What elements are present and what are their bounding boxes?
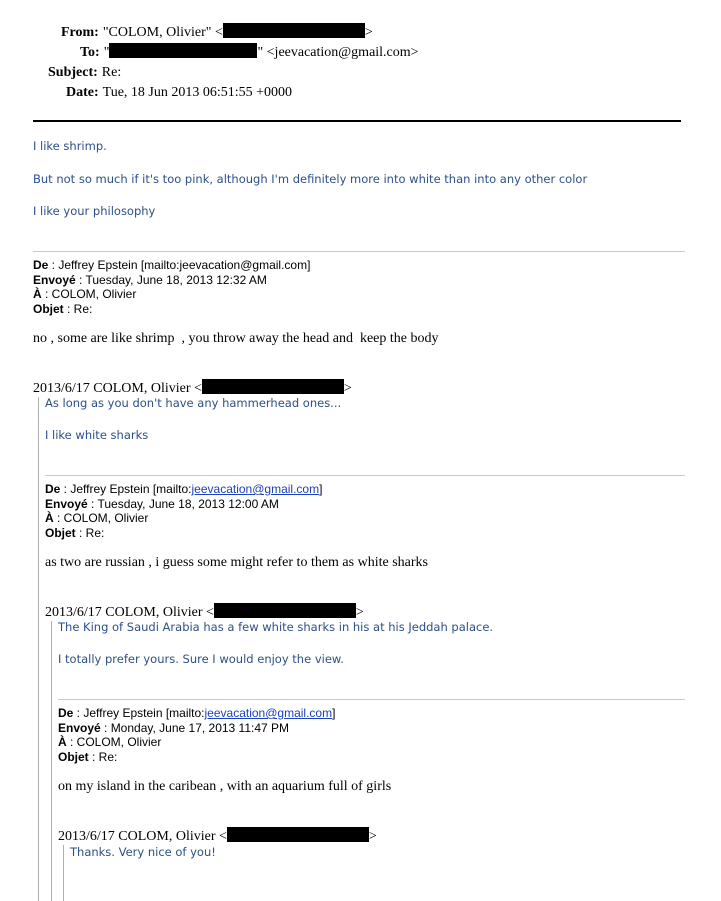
email-link[interactable]: jeevacation@gmail.com <box>191 482 320 496</box>
from-tail: > <box>364 25 373 40</box>
to-open: " <box>103 45 110 60</box>
quote-divider <box>58 699 685 700</box>
de-suffix: ] <box>332 706 336 720</box>
quoted-header <box>33 258 310 316</box>
quote-bar <box>63 845 64 901</box>
reply-line: I like shrimp. <box>33 139 107 153</box>
envoye-value: : Tuesday, June 18, 2013 12:00 AM <box>87 496 279 511</box>
objet-value: : Re: <box>88 749 118 764</box>
attribution-line <box>45 603 364 621</box>
attribution-line <box>58 827 377 845</box>
to-value: " <jeevacation@gmail.com> <box>257 45 419 60</box>
date-value: Tue, 18 Jun 2013 06:51:55 +0000 <box>102 85 293 100</box>
objet-label: Objet <box>45 525 76 540</box>
redaction-box <box>202 379 344 394</box>
quote-bar <box>51 621 52 901</box>
envoye-value: : Monday, June 17, 2013 11:47 PM <box>100 720 290 735</box>
subject-value: Re: <box>101 65 122 80</box>
a-value: : COLOM, Olivier <box>66 735 162 749</box>
envoye-label: Envoyé <box>58 720 101 735</box>
de-suffix: ] <box>319 482 323 496</box>
quoted-reply-line: Thanks. Very nice of you! <box>70 845 216 859</box>
from-row <box>61 23 373 41</box>
redaction-box <box>109 43 257 58</box>
from-value: "COLOM, Olivier" < <box>102 25 223 40</box>
de-value: : Jeffrey Epstein [mailto:jeevacation@gmail.com] <box>48 258 311 272</box>
envoye-label: Envoyé <box>33 272 76 287</box>
attribution-tail: > <box>368 829 377 844</box>
quoted-reply-line: As long as you don't have any hammerhead ones... <box>45 396 342 410</box>
a-value: : COLOM, Olivier <box>41 287 137 301</box>
redaction-box <box>223 23 365 38</box>
to-row <box>80 43 419 61</box>
de-label: De <box>45 482 61 496</box>
header-divider <box>33 120 681 122</box>
objet-label: Objet <box>58 749 89 764</box>
to-label: To: <box>80 45 100 60</box>
a-label: À <box>33 287 42 301</box>
from-label: From: <box>61 25 99 40</box>
objet-value: : Re: <box>75 525 105 540</box>
de-prefix: : Jeffrey Epstein [mailto: <box>60 482 192 496</box>
envoye-label: Envoyé <box>45 496 88 511</box>
date-label: Date: <box>66 85 99 100</box>
subject-label: Subject: <box>48 65 98 80</box>
de-label: De <box>33 258 49 272</box>
subject-row <box>48 63 121 81</box>
de-label: De <box>58 706 74 720</box>
quoted-body: as two are russian , i guess some might refer to them as white sharks <box>45 555 428 570</box>
redaction-box <box>214 603 356 618</box>
attribution-tail: > <box>343 381 352 396</box>
quote-divider <box>45 475 685 476</box>
a-label: À <box>58 735 67 749</box>
de-prefix: : Jeffrey Epstein [mailto: <box>73 706 205 720</box>
attribution-line <box>33 379 352 397</box>
quote-bar <box>38 397 39 901</box>
quoted-reply-line: I like white sharks <box>45 428 149 442</box>
attribution-text: 2013/6/17 COLOM, Olivier < <box>45 605 214 620</box>
a-label: À <box>45 511 54 525</box>
quoted-header <box>58 706 335 764</box>
quote-divider <box>33 251 685 252</box>
redaction-box <box>227 827 369 842</box>
quoted-header <box>45 482 322 540</box>
email-link[interactable]: jeevacation@gmail.com <box>204 706 333 720</box>
quoted-body: no , some are like shrimp , you throw away the head and keep the body <box>33 331 439 346</box>
date-row <box>66 83 292 101</box>
reply-line: But not so much if it's too pink, although I'm definitely more into white than into any other color <box>33 172 588 186</box>
envoye-value: : Tuesday, June 18, 2013 12:32 AM <box>75 272 267 287</box>
reply-line: I like your philosophy <box>33 204 156 218</box>
attribution-text: 2013/6/17 COLOM, Olivier < <box>33 381 202 396</box>
attribution-text: 2013/6/17 COLOM, Olivier < <box>58 829 227 844</box>
objet-value: : Re: <box>63 301 93 316</box>
objet-label: Objet <box>33 301 64 316</box>
quoted-reply-line: I totally prefer yours. Sure I would enjoy the view. <box>58 652 344 666</box>
attribution-tail: > <box>355 605 364 620</box>
quoted-reply-line: The King of Saudi Arabia has a few white sharks in his at his Jeddah palace. <box>58 620 494 634</box>
a-value: : COLOM, Olivier <box>53 511 149 525</box>
quoted-body: on my island in the caribean , with an aquarium full of girls <box>58 779 392 794</box>
